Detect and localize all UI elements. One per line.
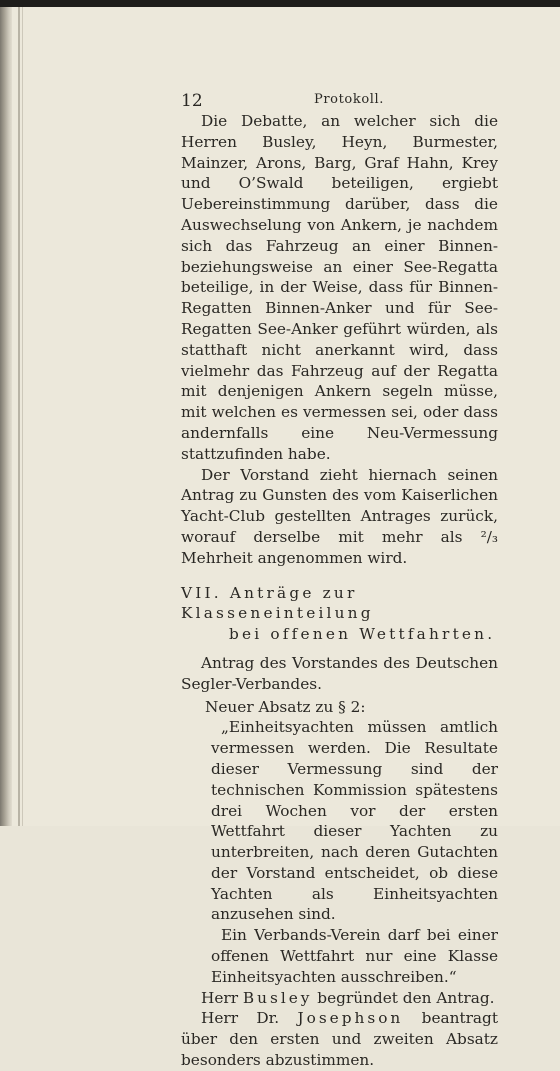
busley-prefix: Herr xyxy=(201,988,243,1007)
body-text xyxy=(181,111,498,1071)
paragraph-debate: Die Debatte, an welcher sich die Herren Busley, Heyn, Burmester, Mainzer, Arons, Barg, Graf Hahn, Krey und O’Swald beteiligen, ergiebt Uebereinstimmung darüber, dass die Auswechselung von Ankern, je nachdem sich das Fahrzeug an einer Binnen- beziehungsweise an einer See-Regatta beteilige, in der Weise, dass für Binnen-Regatten Binnen-Anker und für See-Regatten See-Anker geführt würden, als statthaft nicht anerkannt wird, dass vielmehr das Fahrzeug auf der Regatta mit denjenigen Ankern segeln müsse, mit welchen es vermessen sei, oder dass andernfalls eine Neu-Vermessung stattzufinden habe. xyxy=(181,112,498,463)
section-heading-line2: bei offenen Wettfahrten. xyxy=(229,625,496,644)
top-edge xyxy=(0,0,560,7)
josephson-name: Josephson xyxy=(297,1009,404,1028)
paragraph-busley xyxy=(181,988,498,1009)
busley-name: Busley xyxy=(242,988,313,1007)
josephson-prefix: Herr Dr. xyxy=(201,1009,298,1028)
running-head: Protokoll. xyxy=(314,92,384,107)
section-heading xyxy=(181,583,498,645)
book-spine xyxy=(0,7,12,826)
gutter-line-inner xyxy=(22,7,23,826)
quote-paragraph-2: Ein Verbands-Verein darf bei einer offenen Wettfahrt nur eine Klasse Einheitsyachten ausschreiben.“ xyxy=(211,926,498,986)
page-number: 12 xyxy=(181,91,203,111)
paragraph-antrag: Antrag des Vorstandes des Deutschen Segler-Verbandes. xyxy=(181,653,498,693)
section-heading-line1: VII. Anträge zur Klasseneinteilung xyxy=(181,583,374,623)
busley-suffix: begründet den Antrag. xyxy=(312,988,495,1007)
spacer xyxy=(181,645,498,653)
quoted-rule xyxy=(181,717,498,987)
paragraph-josephson xyxy=(181,1008,498,1070)
josephson-suffix: beantragt über den ersten und zweiten Absatz besonders abzustimmen. xyxy=(181,1009,498,1070)
gutter-line xyxy=(18,7,20,826)
paragraph-vorstand: Der Vorstand zieht hiernach seinen Antrag zu Gunsten des vom Kaiserlichen Yacht-Club gestellten Antrages zurück, worauf derselbe mit mehr als ²/₃ Mehrheit angenommen wird. xyxy=(181,465,498,567)
page-header xyxy=(0,91,560,111)
quote-paragraph-1: „Einheitsyachten müssen amtlich vermessen werden. Die Resultate dieser Vermessung sind der technischen Kommission spätestens drei Wochen vor der ersten Wettfahrt dieser Yachten zu unterbreiten, nach deren Gutachten der Vorstand entscheidet, ob diese Yachten als Einheitsyachten anzusehen sind. xyxy=(211,718,498,924)
paragraph-neuer-absatz: Neuer Absatz zu § 2: xyxy=(205,697,366,716)
